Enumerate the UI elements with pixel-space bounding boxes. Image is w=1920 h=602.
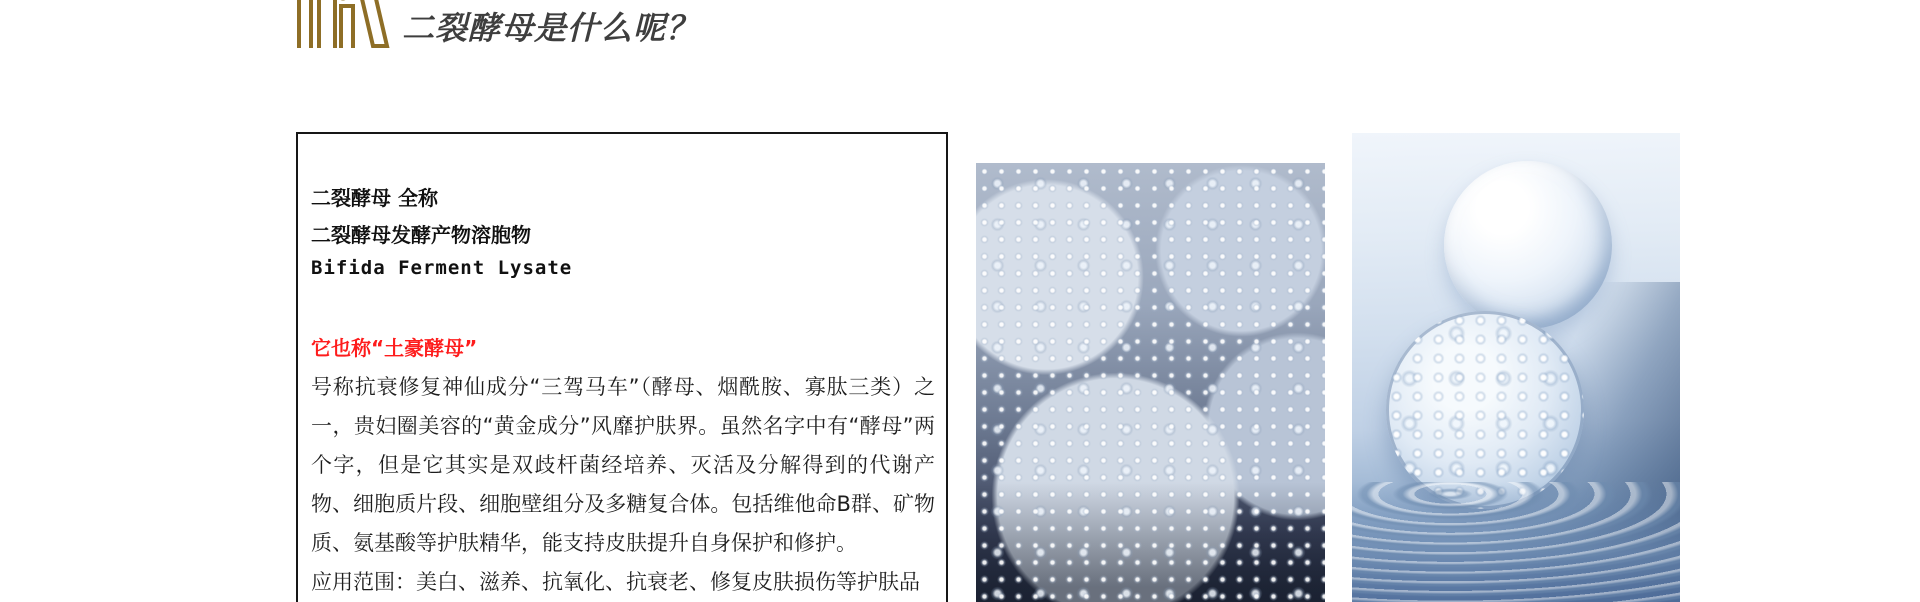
water-droplet-graphic xyxy=(1444,161,1612,329)
description-paragraph: 号称抗衰修复神仙成分“三驾马车”（酵母、烟酰胺、寡肽三类）之一，贵妇圈美容的“黄金成分”风靡护肤界。虽然名字中有“酵母”两个字，但是它其实是双歧杆菌经培养、灭活及分解得到的代谢产物、细胞质片段、细胞壁组分及多糖复合体。包括维他命B群、矿物质、氨基酸等护肤精华，能支持皮肤提升自身保护和修护。 xyxy=(311,375,935,555)
description-block xyxy=(311,368,935,602)
bubble-sphere-graphic xyxy=(1386,311,1584,509)
photo-shadow-gradient xyxy=(976,482,1325,602)
ingredient-name-heading: 二裂酵母 全称 xyxy=(311,186,438,210)
alias-highlight-line: 它也称“土豪酵母” xyxy=(311,336,478,360)
brand-logo-icon xyxy=(293,0,393,48)
product-photo-bubble-spheres xyxy=(976,163,1325,602)
application-line: 应用范围：美白、滋养、抗氧化、抗衰老、修复皮肤损伤等护肤品 xyxy=(311,570,920,594)
ingredient-info-panel xyxy=(296,132,948,602)
water-ripples-graphic xyxy=(1352,482,1680,602)
ingredient-fullname-cn: 二裂酵母发酵产物溶胞物 xyxy=(311,223,531,247)
product-photo-water-droplet xyxy=(1352,133,1680,602)
section-title: 二裂酵母是什么呢？ xyxy=(402,9,700,47)
ingredient-name-en: Bifida Ferment Lysate xyxy=(311,257,573,279)
